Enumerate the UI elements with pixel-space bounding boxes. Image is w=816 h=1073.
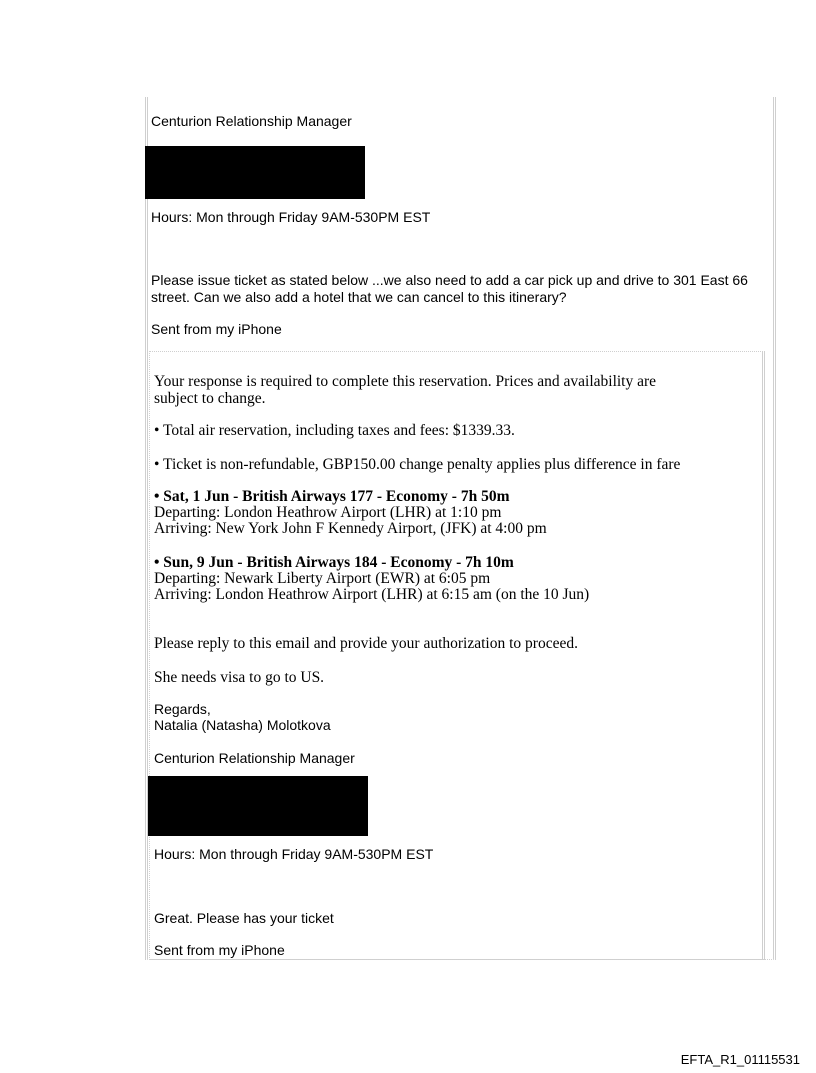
signer-name: Natalia (Natasha) Molotkova <box>154 717 331 733</box>
flight-2-header: • Sun, 9 Jun - British Airways 184 - Economy - 7h 10m <box>154 554 514 571</box>
flight-2-arriving: Arriving: London Heathrow Airport (LHR) at 6:15 am (on the 10 Jun) <box>154 586 590 603</box>
request-text-line: Please issue ticket as stated below ...we also need to add a car pick up and drive to 301 East 66 <box>151 272 748 288</box>
flight-1-departing: Departing: London Heathrow Airport (LHR) at 1:10 pm <box>154 504 502 521</box>
reply-text: Great. Please has your ticket <box>154 910 334 926</box>
signature-hours: Hours: Mon through Friday 9AM-530PM EST <box>151 209 431 225</box>
visa-note: She needs visa to go to US. <box>154 669 325 686</box>
bullet-ticket-terms: • Ticket is non-refundable, GBP150.00 change penalty applies plus difference in fare <box>154 456 681 473</box>
sent-from-iphone: Sent from my iPhone <box>154 942 285 958</box>
signature-title: Centurion Relationship Manager <box>151 113 352 129</box>
flight-1-arriving: Arriving: New York John F Kennedy Airport, (JFK) at 4:00 pm <box>154 520 547 537</box>
signature-title: Centurion Relationship Manager <box>154 750 355 766</box>
quoted-email-frame <box>149 351 765 960</box>
flight-2-departing: Departing: Newark Liberty Airport (EWR) at 6:05 pm <box>154 570 491 587</box>
document-id: EFTA_R1_01115531 <box>680 1052 800 1067</box>
bullet-total-price: • Total air reservation, including taxes and fees: $1339.33. <box>154 422 515 439</box>
redaction-block <box>145 146 365 199</box>
reservation-intro-line: subject to change. <box>154 390 266 407</box>
request-text-line: street. Can we also add a hotel that we can cancel to this itinerary? <box>151 289 567 305</box>
signature-hours: Hours: Mon through Friday 9AM-530PM EST <box>154 846 434 862</box>
redaction-block <box>148 776 368 836</box>
flight-1-header: • Sat, 1 Jun - British Airways 177 - Economy - 7h 50m <box>154 488 510 505</box>
regards: Regards, <box>154 701 211 717</box>
authorization-request: Please reply to this email and provide your authorization to proceed. <box>154 635 578 652</box>
reservation-intro-line: Your response is required to complete this reservation. Prices and availability are <box>154 373 657 390</box>
sent-from-iphone: Sent from my iPhone <box>151 321 282 337</box>
